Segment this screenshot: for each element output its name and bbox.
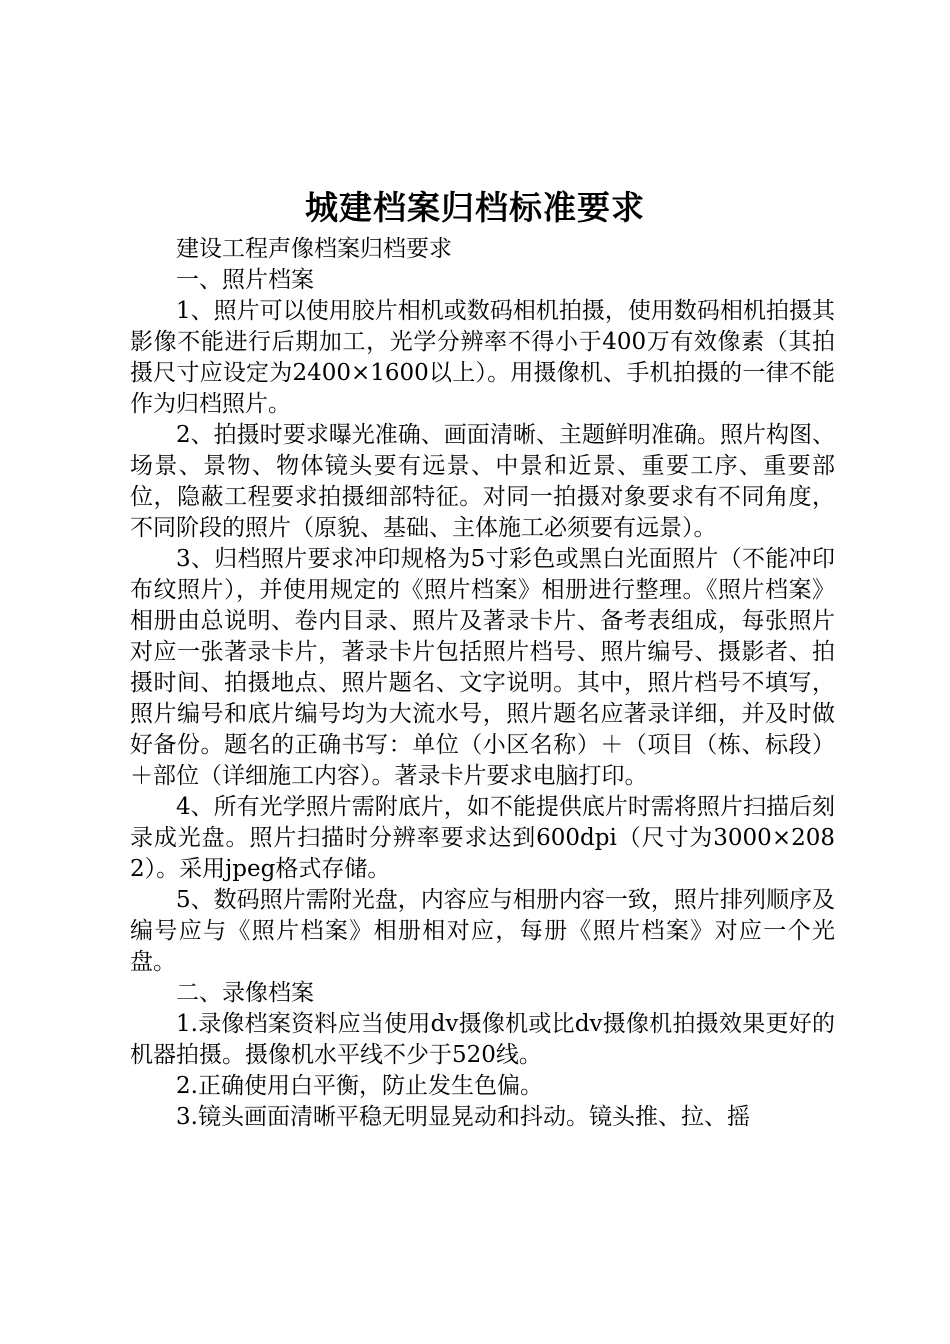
paragraph-photo-4: 4、所有光学照片需附底片，如不能提供底片时需将照片扫描后刻录成光盘。照片扫描时分辨率要求达到600dpi（尺寸为3000×2082）。采用jpeg格式存储。	[130, 794, 835, 882]
paragraph-subtitle: 建设工程声像档案归档要求	[176, 236, 452, 262]
paragraph-video-1: 1.录像档案资料应当使用dv摄像机或比dv摄像机拍摄效果更好的机器拍摄。摄像机水平线不少于520线。	[130, 1011, 835, 1068]
paragraph-photo-1: 1、照片可以使用胶片相机或数码相机拍摄，使用数码相机拍摄其影像不能进行后期加工，光学分辨率不得小于400万有效像素（其拍摄尺寸应设定为2400×1600以上）。用摄像机、手机拍摄的一律不能作为归档照片。	[130, 298, 835, 417]
document-body	[130, 234, 835, 1133]
section-heading-photo-archive: 一、照片档案	[176, 267, 314, 293]
paragraph-photo-2: 2、拍摄时要求曝光准确、画面清晰、主题鲜明准确。照片构图、场景、景物、物体镜头要有远景、中景和近景、重要工序、重要部位，隐蔽工程要求拍摄细部特征。对同一拍摄对象要求有不同角度，不同阶段的照片（原貌、基础、主体施工必须要有远景）。	[130, 422, 835, 541]
section-heading-video-archive: 二、录像档案	[176, 980, 314, 1006]
document-title: 城建档案归档标准要求	[305, 188, 645, 227]
paragraph-photo-3: 3、归档照片要求冲印规格为5寸彩色或黑白光面照片（不能冲印布纹照片），并使用规定的《照片档案》相册进行整理。《照片档案》相册由总说明、卷内目录、照片及著录卡片、备考表组成，每张照片对应一张著录卡片，著录卡片包括照片档号、照片编号、摄影者、拍摄时间、拍摄地点、照片题名、文字说明。其中，照片档号不填写，照片编号和底片编号均为大流水号，照片题名应著录详细，并及时做好备份。题名的正确书写：单位（小区名称）＋（项目（栋、标段）＋部位（详细施工内容）。著录卡片要求电脑打印。	[130, 546, 835, 789]
paragraph-video-3: 3.镜头画面清晰平稳无明显晃动和抖动。镜头推、拉、摇	[176, 1104, 750, 1130]
paragraph-photo-5: 5、数码照片需附光盘，内容应与相册内容一致，照片排列顺序及编号应与《照片档案》相册相对应，每册《照片档案》对应一个光盘。	[130, 887, 835, 975]
paragraph-video-2: 2.正确使用白平衡，防止发生色偏。	[176, 1073, 543, 1099]
